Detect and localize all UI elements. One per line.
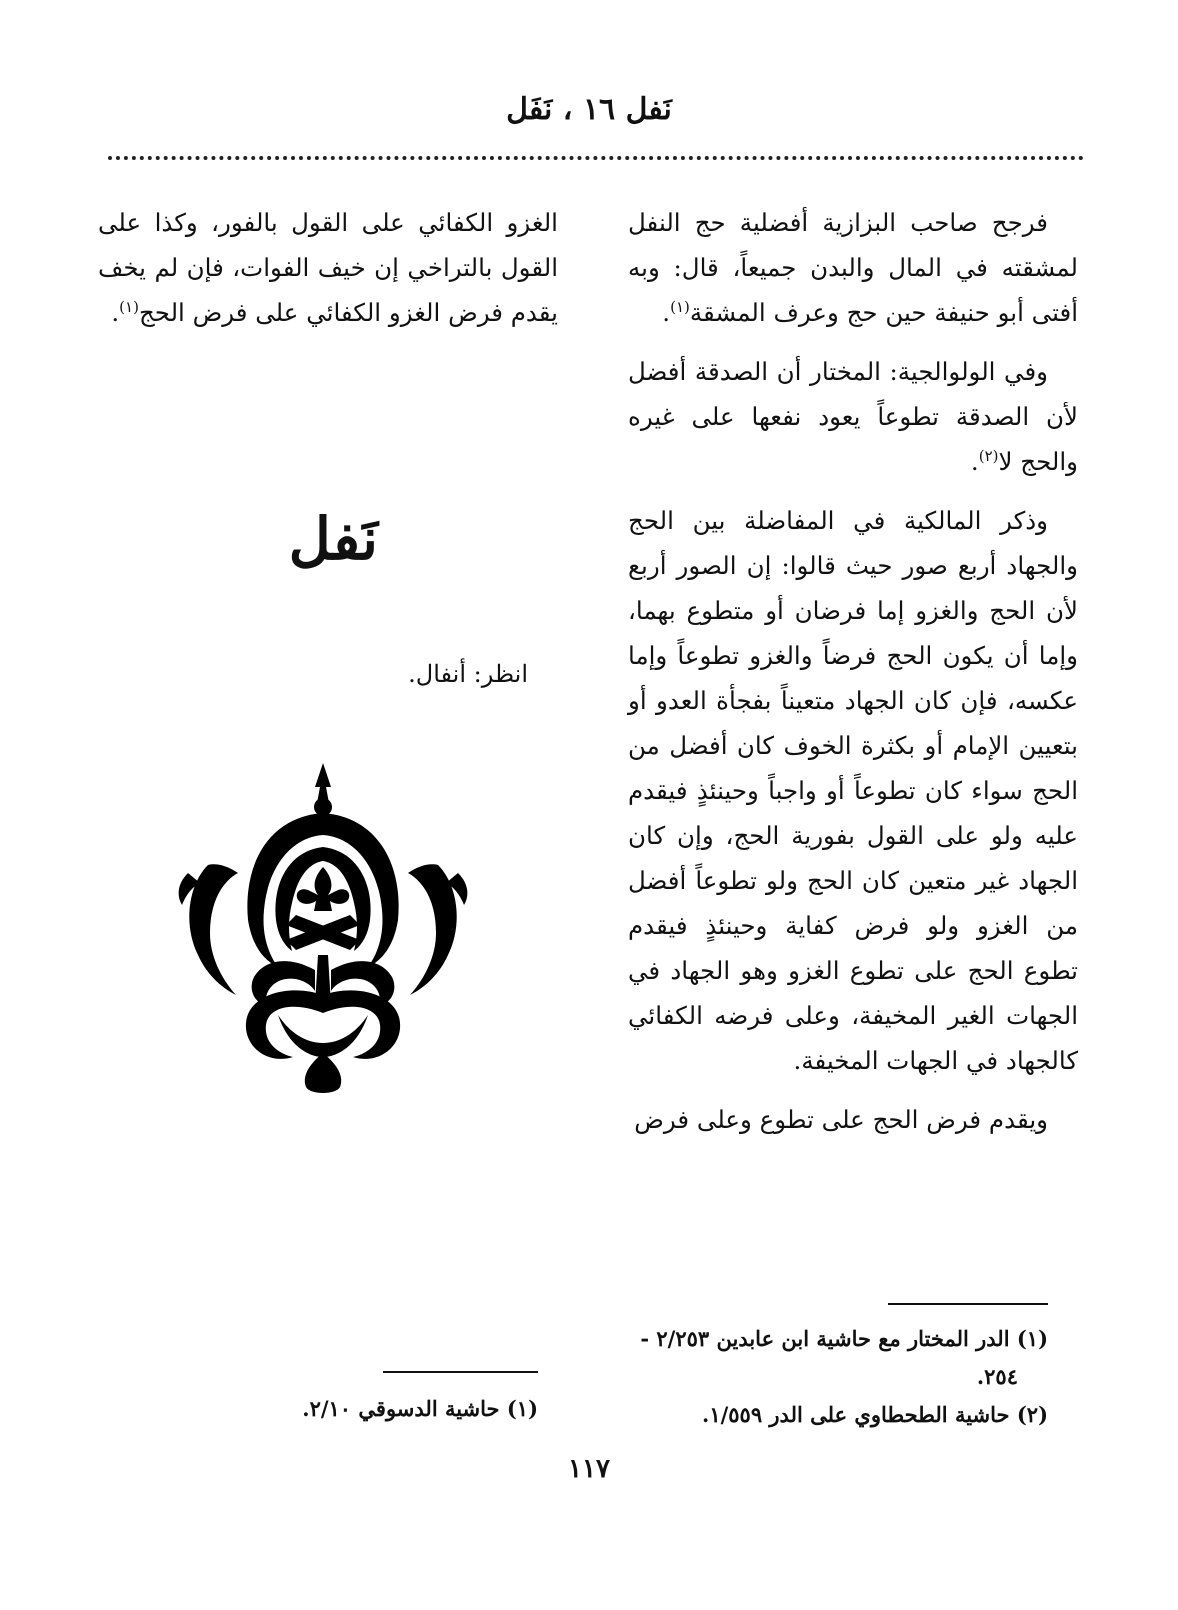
paragraph-3: [628, 498, 1078, 1083]
left-footnote-1: (١) حاشية الدسوقي ٢/١٠.: [302, 1396, 538, 1421]
left-footnote-ref-1: (١): [119, 297, 139, 316]
paragraph-2-end: .: [970, 447, 979, 476]
footnote-divider-left: [383, 1371, 538, 1373]
footnote-ref-1: (١): [670, 297, 690, 316]
paragraph-2-text: وفي الولوالجية: المختار أن الصدقة أفضل لأن الصدقة تطوعاً يعود نفعها على غيره والحج لا: [628, 357, 1078, 476]
paragraph-4-text: ويقدم فرض الحج على تطوع وعلى فرض: [634, 1105, 1048, 1134]
left-column: [98, 200, 558, 349]
paragraph-1-end: .: [662, 298, 671, 327]
right-column: [628, 200, 1078, 1156]
footnote-1-line-1: (١) الدر المختار مع حاشية ابن عابدين ٢/٢٥٣ -: [640, 1326, 1048, 1351]
paragraph-3-text: وذكر المالكية في المفاضلة بين الحج والجهاد أربع صور حيث قالوا: إن الصور أربع لأن الحج والغزو إما فرضان أو متطوع بهما، وإما أن يكون الحج فرضاً والغزو تطوعاً وإما عكسه، فإن كان الجهاد متعيناً بفجأة العدو أو بتعيين الإمام أو بكثرة الخوف كان أفضل من الحج سواء كان تطوعاً أو واجباً وحينئذٍ فيقدم عليه ولو على القول بفورية الحج، وإن كان الجهاد غير متعين كان الحج ولو تطوعاً أفضل من الغزو ولو فرض كفاية وحينئذٍ فيقدم تطوع الحج على تطوع الغزو وهو الجهاد في الجهات الغير المخيفة، وعلى فرضه الكفائي كالجهاد في الجهات المخيفة.: [628, 506, 1078, 1075]
page-header-title: نَفل ١٦ ، نَفَل: [506, 92, 672, 127]
paragraph-4: [628, 1097, 1078, 1142]
footnotes-right: [628, 1320, 1048, 1434]
section-title: نَفل: [288, 505, 378, 573]
page-number: ١١٧: [568, 1454, 610, 1484]
paragraph-1-text: فرجح صاحب البزازية أفضلية حج النفل لمشقته في المال والبدن جميعاً، قال: وبه أفتى أبو حنيفة حين حج وعرف المشقة: [628, 208, 1078, 327]
footnotes-left: [118, 1390, 538, 1428]
paragraph-1: [628, 200, 1078, 335]
footnote-ref-2: (٢): [978, 446, 999, 465]
header-dotted-divider: [108, 156, 1084, 160]
footnote-1-line-2: ٢٥٤.: [976, 1364, 1018, 1389]
floral-arabesque-icon: [168, 755, 478, 1095]
left-paragraph: [98, 200, 558, 335]
footnote-divider-right: [888, 1303, 1048, 1305]
see-also-reference: انظر: أنفال.: [408, 660, 528, 688]
paragraph-2: [628, 349, 1078, 484]
left-paragraph-text: الغزو الكفائي على القول بالفور، وكذا على القول بالتراخي إن خيف الفوات، فإن لم يخف يقدم فرض الغزو الكفائي على فرض الحج: [98, 208, 558, 327]
left-paragraph-end: .: [111, 298, 120, 327]
footnote-2: (٢) حاشية الطحطاوي على الدر ١/٥٥٩.: [702, 1402, 1048, 1427]
